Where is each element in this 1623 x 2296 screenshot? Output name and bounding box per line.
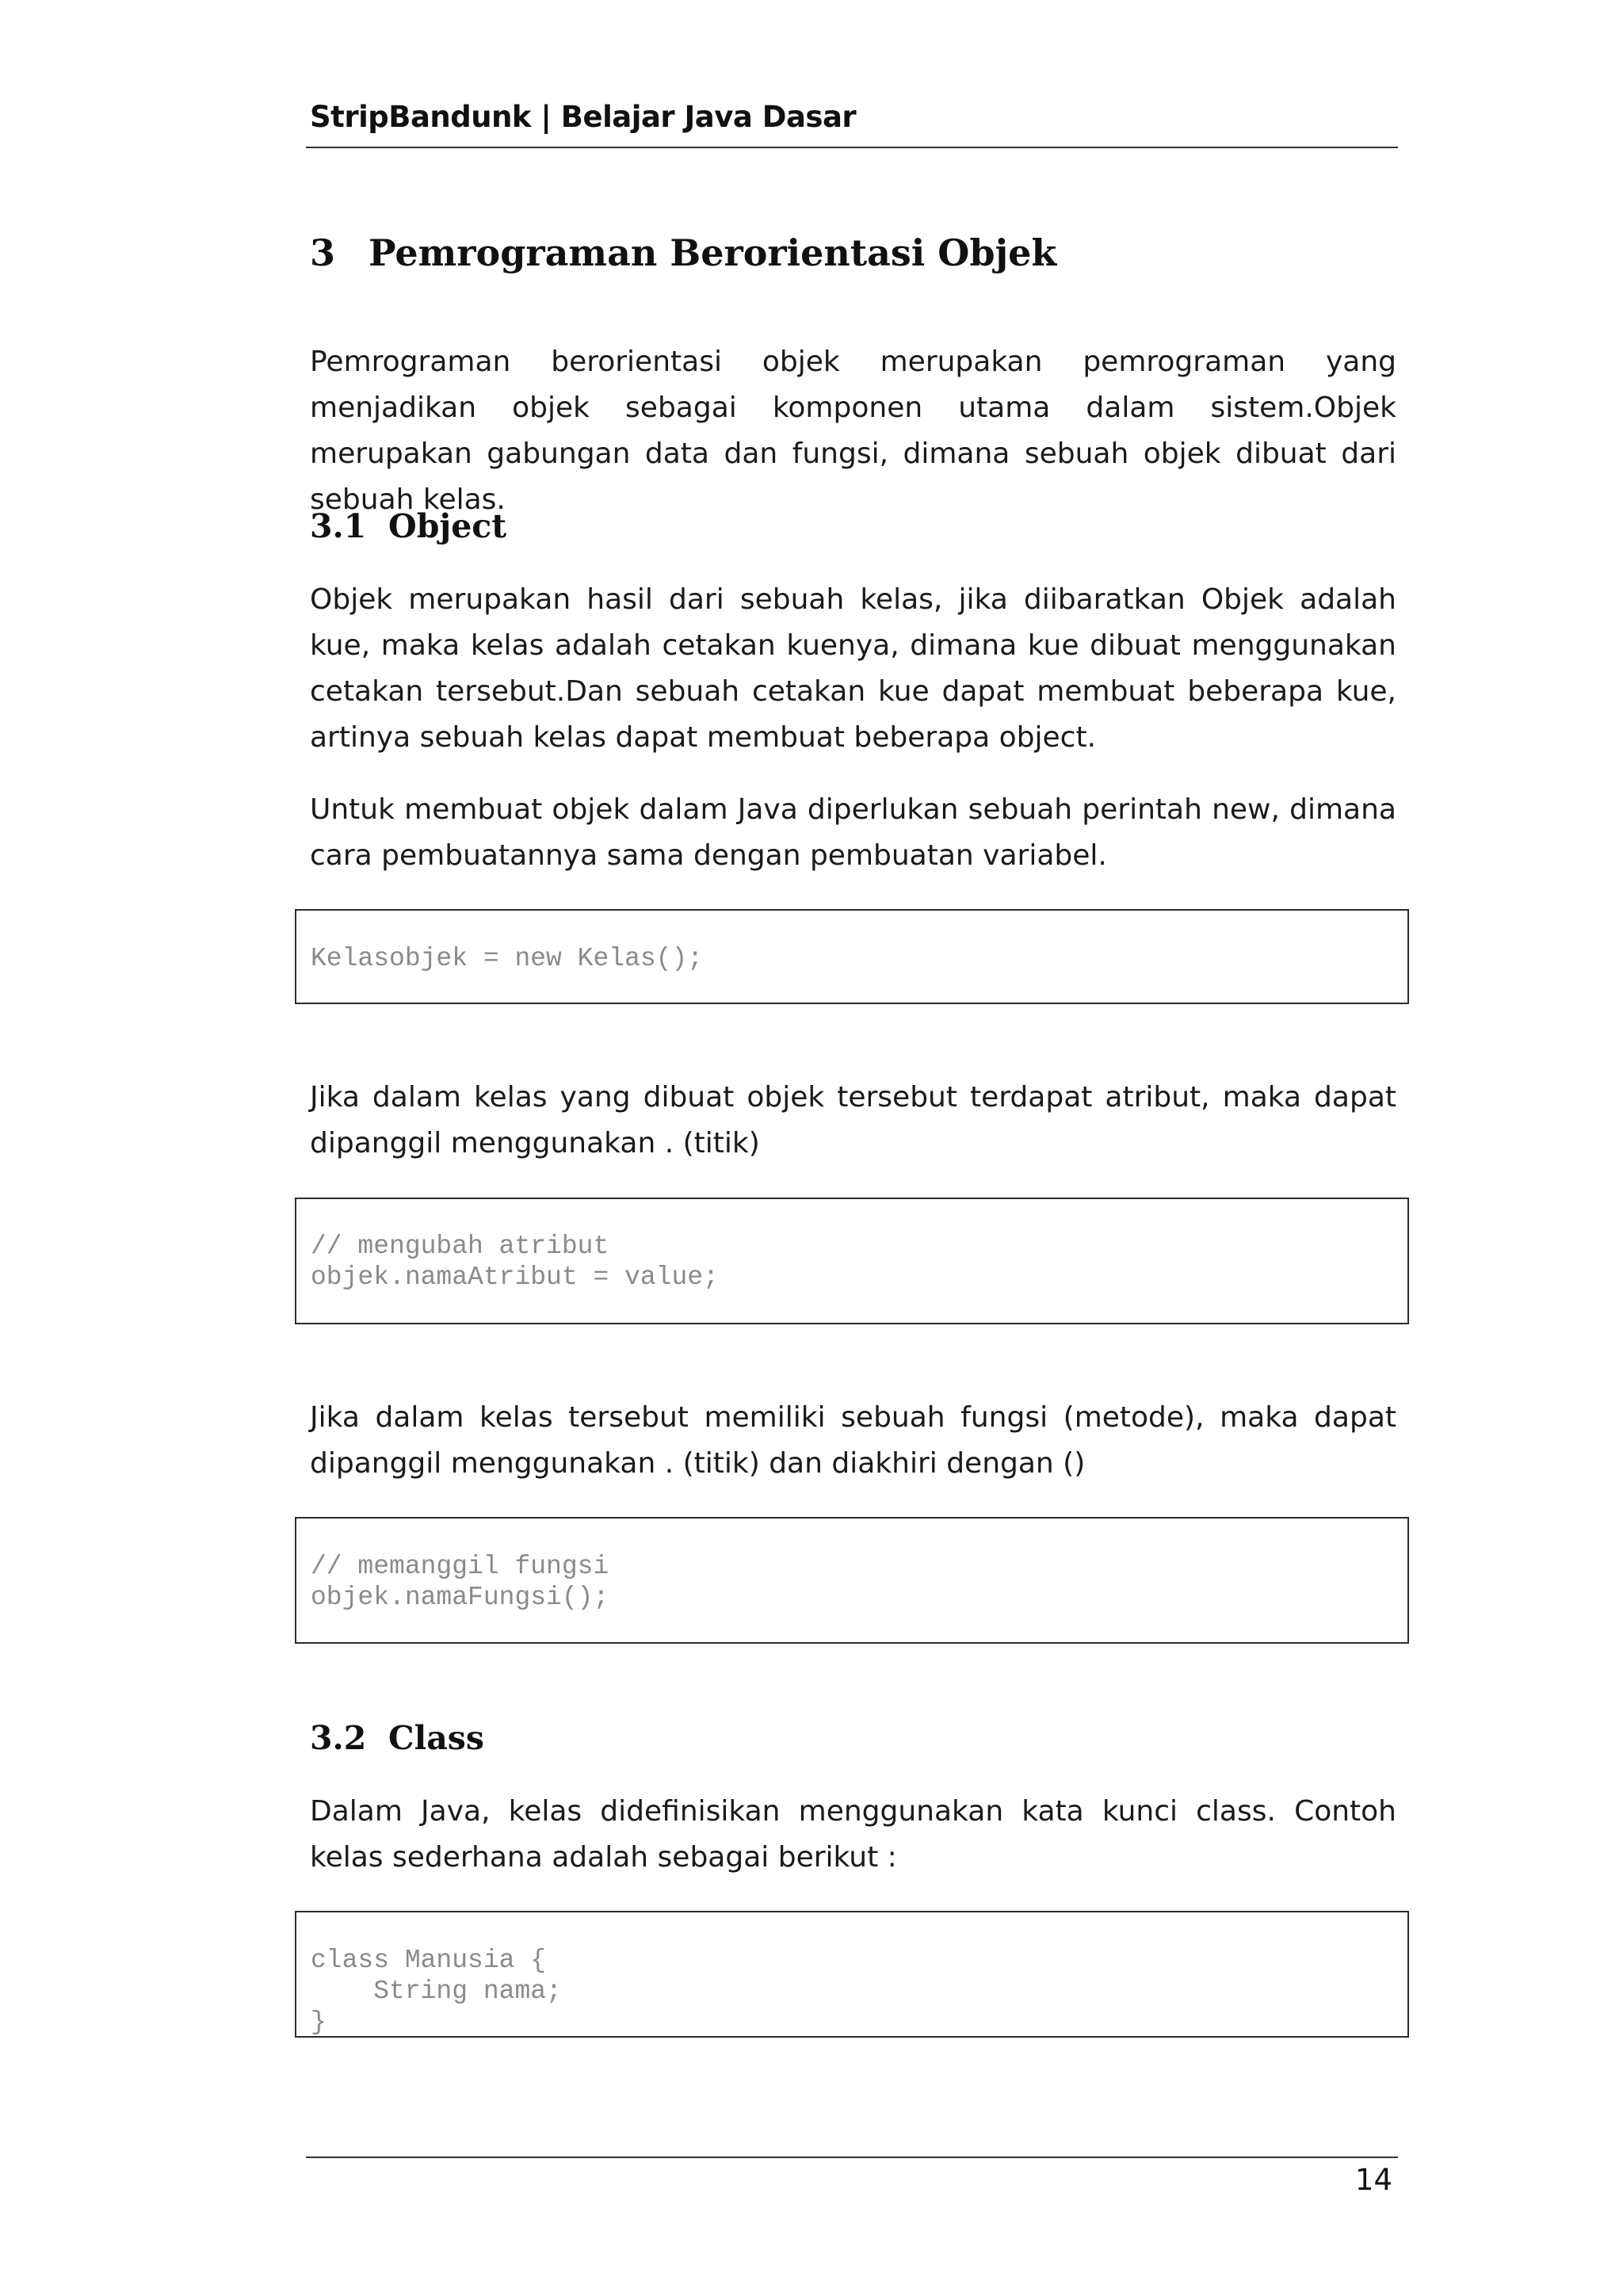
object-paragraph-4: Jika dalam kelas tersebut memiliki sebuah fungsi (metode), maka dapat dipanggil menggunakan . (titik) dan diakhiri dengan () bbox=[310, 1401, 1396, 1480]
page-number: 14 bbox=[1354, 2163, 1392, 2197]
header-divider bbox=[306, 147, 1398, 148]
section-heading-object bbox=[310, 507, 506, 545]
object-paragraph-1: Objek merupakan hasil dari sebuah kelas, jika diibaratkan Objek adalah kue, maka kelas adalah cetakan kuenya, dimana kue dibuat menggunakan cetakan tersebut.Dan sebuah cetakan kue dapat membuat beberapa kue, artinya sebuah kelas dapat membuat beberapa object. bbox=[310, 583, 1396, 754]
object-paragraph-2: Untuk membuat objek dalam Java diperlukan sebuah perintah new, dimana cara pembuatannya sama dengan pembuatan variabel. bbox=[310, 793, 1396, 872]
chapter-number: 3 bbox=[310, 231, 336, 274]
code-line: class Manusia { bbox=[311, 1946, 547, 1975]
chapter-title: Pemrograman Berorientasi Objek bbox=[369, 231, 1057, 274]
code-line: // memanggil fungsi bbox=[311, 1552, 609, 1581]
object-paragraph-3: Jika dalam kelas yang dibuat objek tersebut terdapat atribut, maka dapat dipanggil menggunakan . (titik) bbox=[310, 1081, 1396, 1159]
section-number: 3.1 bbox=[310, 507, 367, 545]
code-block-attribute bbox=[295, 1198, 1409, 1324]
code-line: Kelasobjek = new Kelas(); bbox=[311, 944, 704, 973]
code-line: } bbox=[311, 2008, 327, 2037]
class-paragraph-1: Dalam Java, kelas didefinisikan menggunakan kata kunci class. Contoh kelas sederhana adalah sebagai berikut : bbox=[310, 1795, 1396, 1874]
running-header: StripBandunk | Belajar Java Dasar bbox=[310, 100, 857, 134]
code-line: String nama; bbox=[311, 1977, 562, 2006]
section-number: 3.2 bbox=[310, 1719, 367, 1757]
section-title: Object bbox=[388, 507, 507, 545]
code-block-class-example bbox=[295, 1911, 1409, 2038]
code-block-create-object bbox=[295, 909, 1409, 1004]
code-block-method bbox=[295, 1517, 1409, 1644]
code-line: // mengubah atribut bbox=[311, 1232, 609, 1261]
code-line: objek.namaFungsi(); bbox=[311, 1583, 609, 1612]
section-heading-class bbox=[310, 1719, 484, 1757]
section-title: Class bbox=[388, 1719, 484, 1757]
chapter-heading bbox=[310, 231, 1056, 274]
chapter-intro-paragraph: Pemrograman berorientasi objek merupakan pemrograman yang menjadikan objek sebagai komponen utama dalam sistem.Objek merupakan gabungan data dan fungsi, dimana sebuah objek dibuat dari sebuah kelas. bbox=[310, 346, 1396, 516]
code-line: objek.namaAtribut = value; bbox=[311, 1263, 719, 1292]
footer-divider bbox=[306, 2157, 1398, 2158]
